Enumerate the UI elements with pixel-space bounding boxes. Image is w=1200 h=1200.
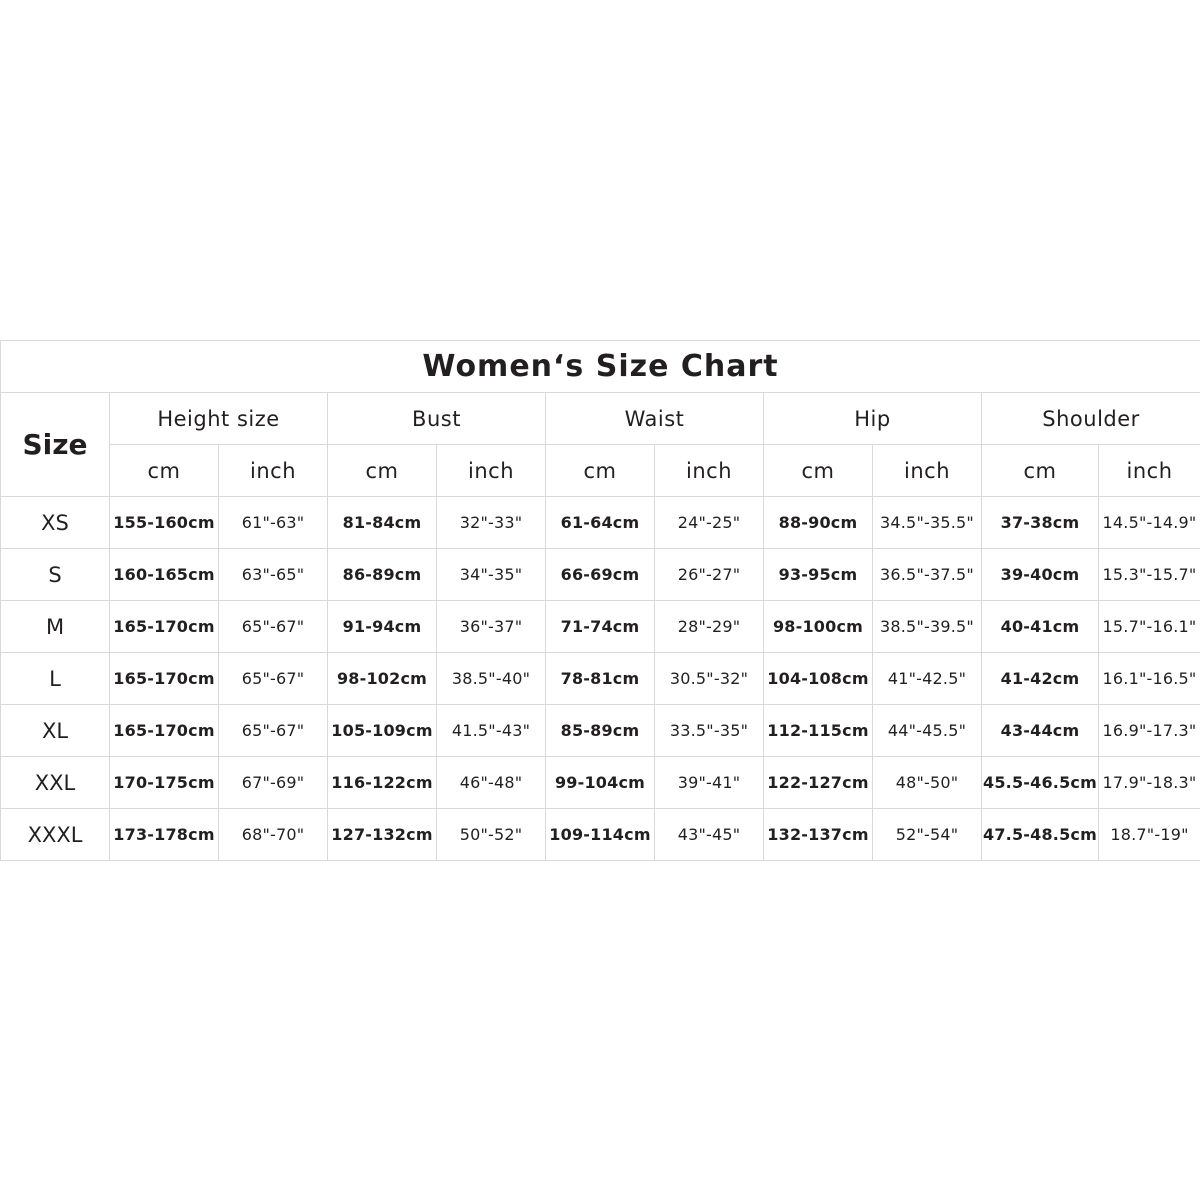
hip-cm-cell: 104-108cm: [764, 653, 873, 705]
shoulder-inch-cell: 16.1"-16.5": [1099, 653, 1200, 705]
waist-cm-cell: 66-69cm: [546, 549, 655, 601]
size-label: M: [1, 601, 110, 653]
shoulder-inch-cell: 18.7"-19": [1099, 809, 1200, 861]
hip-inch-cell: 52"-54": [873, 809, 982, 861]
waist-inch-cell: 43"-45": [655, 809, 764, 861]
shoulder-inch-cell: 14.5"-14.9": [1099, 497, 1200, 549]
waist-inch-cell: 24"-25": [655, 497, 764, 549]
shoulder-cm-cell: 40-41cm: [982, 601, 1099, 653]
chart-title: Women‘s Size Chart: [1, 341, 1200, 393]
shoulder-cm-cell: 47.5-48.5cm: [982, 809, 1099, 861]
bust-cm-cell: 116-122cm: [328, 757, 437, 809]
height-size-header: Height size: [110, 393, 328, 445]
height-inch-cell: 63"-65": [219, 549, 328, 601]
table-row: [1, 705, 1200, 757]
height-cm-cell: 165-170cm: [110, 653, 219, 705]
hip-inch-cell: 34.5"-35.5": [873, 497, 982, 549]
hip-cm-header: cm: [764, 445, 873, 497]
hip-cm-cell: 88-90cm: [764, 497, 873, 549]
bust-cm-cell: 127-132cm: [328, 809, 437, 861]
waist-cm-cell: 99-104cm: [546, 757, 655, 809]
group-header-row: [1, 393, 1200, 445]
height-inch-cell: 67"-69": [219, 757, 328, 809]
shoulder-inch-cell: 17.9"-18.3": [1099, 757, 1200, 809]
size-chart: [0, 340, 1200, 861]
shoulder-cm-header: cm: [982, 445, 1099, 497]
height-cm-cell: 170-175cm: [110, 757, 219, 809]
hip-header: Hip: [764, 393, 982, 445]
waist-cm-cell: 61-64cm: [546, 497, 655, 549]
waist-cm-cell: 78-81cm: [546, 653, 655, 705]
hip-cm-cell: 132-137cm: [764, 809, 873, 861]
height-cm-cell: 160-165cm: [110, 549, 219, 601]
bust-cm-cell: 81-84cm: [328, 497, 437, 549]
bust-cm-cell: 86-89cm: [328, 549, 437, 601]
height-inch-cell: 61"-63": [219, 497, 328, 549]
title-row: [1, 341, 1200, 393]
shoulder-cm-cell: 39-40cm: [982, 549, 1099, 601]
waist-cm-cell: 85-89cm: [546, 705, 655, 757]
bust-inch-cell: 36"-37": [437, 601, 546, 653]
shoulder-inch-cell: 15.7"-16.1": [1099, 601, 1200, 653]
table-row: [1, 601, 1200, 653]
table-row: [1, 653, 1200, 705]
size-label: L: [1, 653, 110, 705]
shoulder-inch-header: inch: [1099, 445, 1200, 497]
bust-cm-cell: 98-102cm: [328, 653, 437, 705]
size-label: XS: [1, 497, 110, 549]
height-cm-cell: 155-160cm: [110, 497, 219, 549]
size-table: [0, 340, 1200, 861]
shoulder-inch-cell: 16.9"-17.3": [1099, 705, 1200, 757]
bust-inch-cell: 50"-52": [437, 809, 546, 861]
bust-cm-cell: 91-94cm: [328, 601, 437, 653]
size-label: S: [1, 549, 110, 601]
size-label: XXXL: [1, 809, 110, 861]
height-cm-cell: 165-170cm: [110, 705, 219, 757]
unit-header-row: [1, 445, 1200, 497]
bust-cm-header: cm: [328, 445, 437, 497]
waist-cm-header: cm: [546, 445, 655, 497]
hip-cm-cell: 98-100cm: [764, 601, 873, 653]
size-label: XL: [1, 705, 110, 757]
table-row: [1, 497, 1200, 549]
waist-inch-cell: 28"-29": [655, 601, 764, 653]
hip-cm-cell: 122-127cm: [764, 757, 873, 809]
hip-inch-cell: 38.5"-39.5": [873, 601, 982, 653]
waist-cm-cell: 71-74cm: [546, 601, 655, 653]
bust-inch-cell: 32"-33": [437, 497, 546, 549]
shoulder-header: Shoulder: [982, 393, 1200, 445]
height-inch-cell: 65"-67": [219, 653, 328, 705]
waist-header: Waist: [546, 393, 764, 445]
bust-inch-header: inch: [437, 445, 546, 497]
waist-inch-cell: 30.5"-32": [655, 653, 764, 705]
shoulder-cm-cell: 43-44cm: [982, 705, 1099, 757]
shoulder-cm-cell: 45.5-46.5cm: [982, 757, 1099, 809]
waist-cm-cell: 109-114cm: [546, 809, 655, 861]
bust-cm-cell: 105-109cm: [328, 705, 437, 757]
hip-inch-header: inch: [873, 445, 982, 497]
table-row: [1, 757, 1200, 809]
hip-cm-cell: 112-115cm: [764, 705, 873, 757]
bust-inch-cell: 34"-35": [437, 549, 546, 601]
hip-inch-cell: 36.5"-37.5": [873, 549, 982, 601]
hip-inch-cell: 44"-45.5": [873, 705, 982, 757]
height-cm-cell: 165-170cm: [110, 601, 219, 653]
shoulder-cm-cell: 41-42cm: [982, 653, 1099, 705]
size-label: XXL: [1, 757, 110, 809]
shoulder-inch-cell: 15.3"-15.7": [1099, 549, 1200, 601]
height-cm-cell: 173-178cm: [110, 809, 219, 861]
bust-inch-cell: 38.5"-40": [437, 653, 546, 705]
size-column-header: Size: [1, 393, 110, 497]
table-row: [1, 809, 1200, 861]
bust-inch-cell: 41.5"-43": [437, 705, 546, 757]
waist-inch-cell: 26"-27": [655, 549, 764, 601]
bust-header: Bust: [328, 393, 546, 445]
height-inch-cell: 65"-67": [219, 601, 328, 653]
hip-inch-cell: 41"-42.5": [873, 653, 982, 705]
waist-inch-header: inch: [655, 445, 764, 497]
height-inch-header: inch: [219, 445, 328, 497]
table-row: [1, 549, 1200, 601]
height-inch-cell: 68"-70": [219, 809, 328, 861]
bust-inch-cell: 46"-48": [437, 757, 546, 809]
waist-inch-cell: 39"-41": [655, 757, 764, 809]
waist-inch-cell: 33.5"-35": [655, 705, 764, 757]
hip-inch-cell: 48"-50": [873, 757, 982, 809]
shoulder-cm-cell: 37-38cm: [982, 497, 1099, 549]
height-cm-header: cm: [110, 445, 219, 497]
height-inch-cell: 65"-67": [219, 705, 328, 757]
hip-cm-cell: 93-95cm: [764, 549, 873, 601]
